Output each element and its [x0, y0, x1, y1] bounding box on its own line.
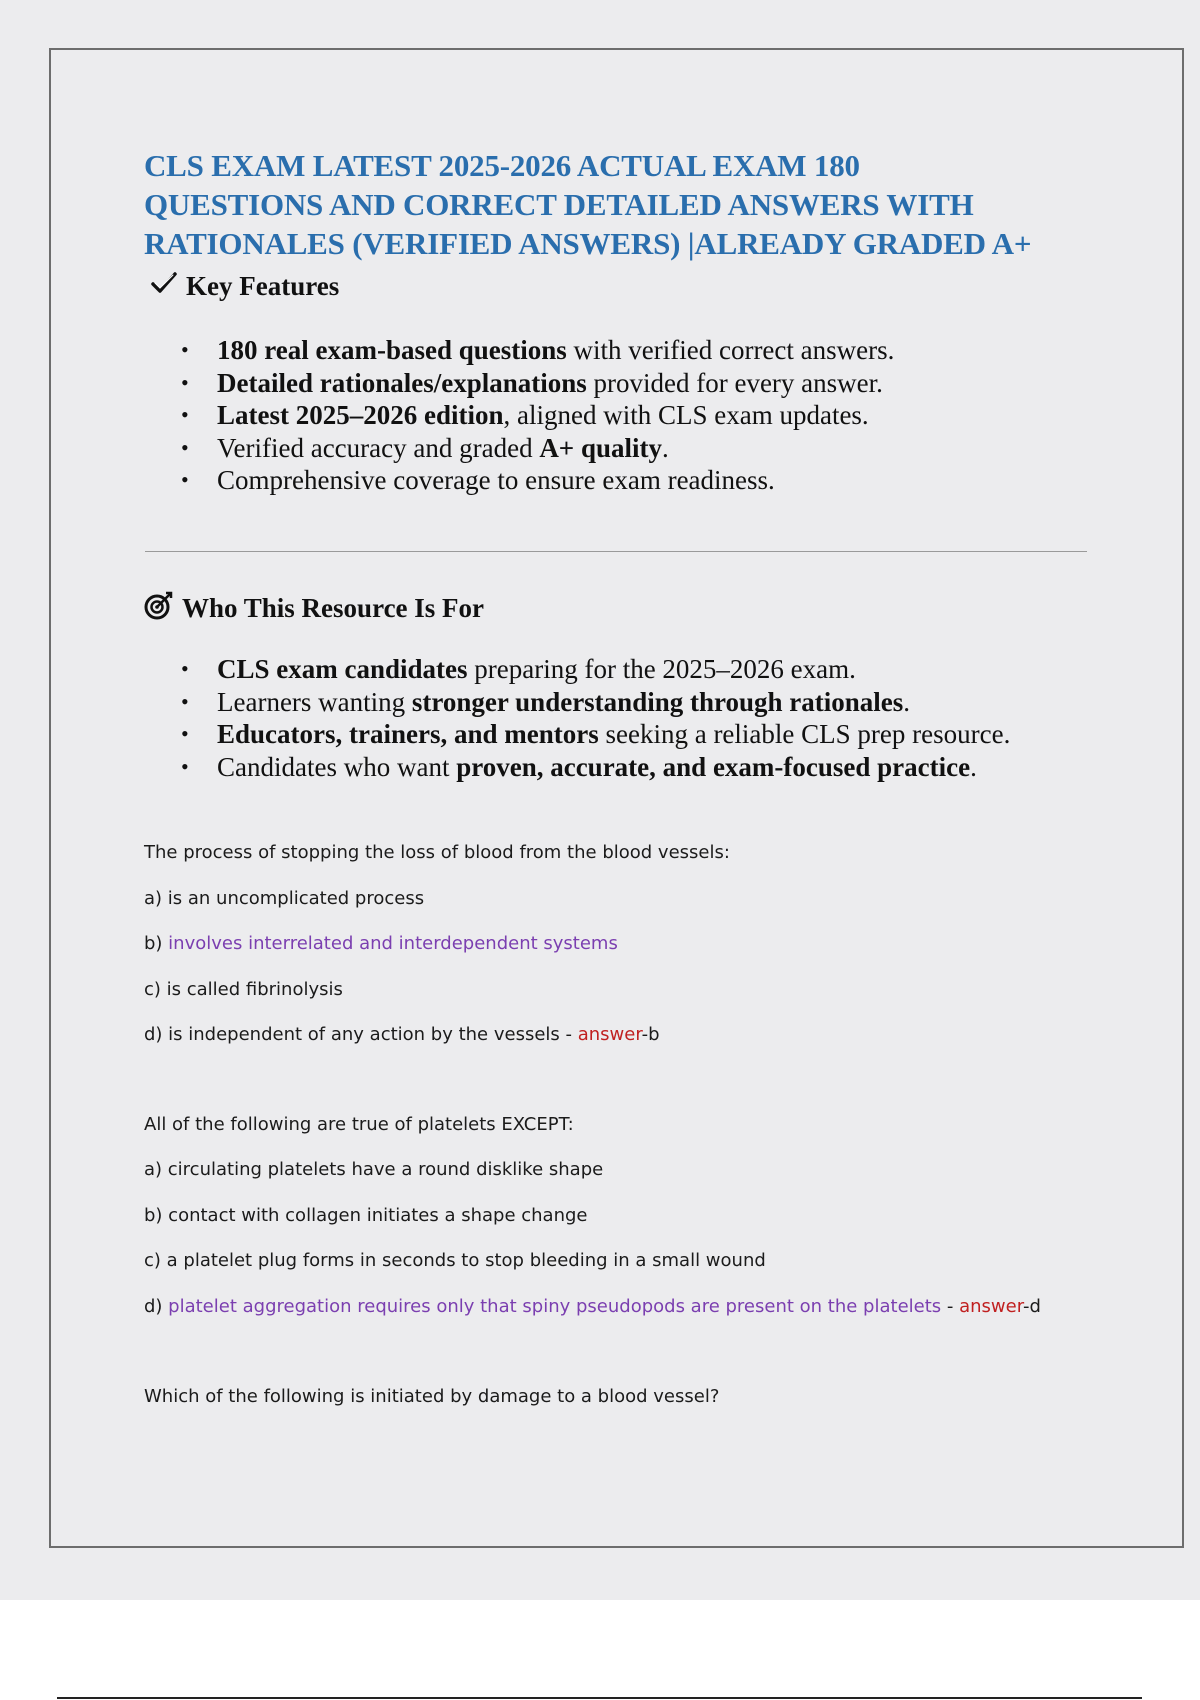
document-title: CLS EXAM LATEST 2025-2026 ACTUAL EXAM 180 QUESTIONS AND CORRECT DETAILED ANSWERS WITH RATIONALES (VERIFIED ANSWERS) |ALREADY GRADED A+ — [144, 148, 1032, 261]
list-item: • 180 real exam-based questions with verified correct answers. — [144, 334, 1104, 367]
document-content — [144, 146, 1104, 263]
list-item: • CLS exam candidates preparing for the 2025–2026 exam. — [144, 653, 1124, 686]
list-item: • Learners wanting stronger understanding through rationales. — [144, 686, 1124, 719]
question-1-option-c: c) is called fibrinolysis — [144, 979, 343, 1000]
next-page-edge — [57, 1697, 1142, 1699]
question-2-option-d: d) platelet aggregation requires only that spiny pseudopods are present on the platelets - answer-d — [144, 1296, 1041, 1317]
checkmark-icon — [150, 270, 178, 303]
question-stem: All of the following are true of platelets EXCEPT: — [144, 1114, 574, 1135]
list-item: • Educators, trainers, and mentors seeking a reliable CLS prep resource. — [144, 718, 1124, 751]
question-1-option-d: d) is independent of any action by the vessels - answer-b — [144, 1024, 660, 1045]
section-divider — [145, 551, 1087, 552]
question-2 — [144, 1114, 574, 1135]
answer-label: answer — [959, 1296, 1023, 1317]
question-2-option-c: c) a platelet plug forms in seconds to stop bleeding in a small wound — [144, 1250, 766, 1271]
question-2-option-a: a) circulating platelets have a round disklike shape — [144, 1159, 604, 1180]
question-stem: The process of stopping the loss of blood from the blood vessels: — [144, 842, 730, 863]
question-1-option-a: a) is an uncomplicated process — [144, 888, 425, 909]
list-item: • Candidates who want proven, accurate, and exam-focused practice. — [144, 751, 1124, 784]
audience-list — [144, 653, 1124, 783]
question-3 — [144, 1386, 719, 1407]
question-1-option-b: b) involves interrelated and interdependent systems — [144, 933, 618, 954]
list-item: • Latest 2025–2026 edition, aligned with CLS exam updates. — [144, 399, 1104, 432]
key-features-list — [144, 334, 1104, 497]
answer-label: answer — [577, 1024, 642, 1045]
question-stem: Which of the following is initiated by damage to a blood vessel? — [144, 1386, 720, 1407]
key-features-heading: Key Features — [150, 270, 339, 303]
audience-heading: Who This Resource Is For — [144, 590, 484, 627]
list-item: • Verified accuracy and graded A+ quality. — [144, 432, 1104, 465]
question-1 — [144, 842, 730, 863]
question-2-option-b: b) contact with collagen initiates a shape change — [144, 1205, 588, 1226]
list-item: • Detailed rationales/explanations provided for every answer. — [144, 367, 1104, 400]
target-icon — [144, 590, 174, 627]
list-item: • Comprehensive coverage to ensure exam readiness. — [144, 464, 1104, 497]
